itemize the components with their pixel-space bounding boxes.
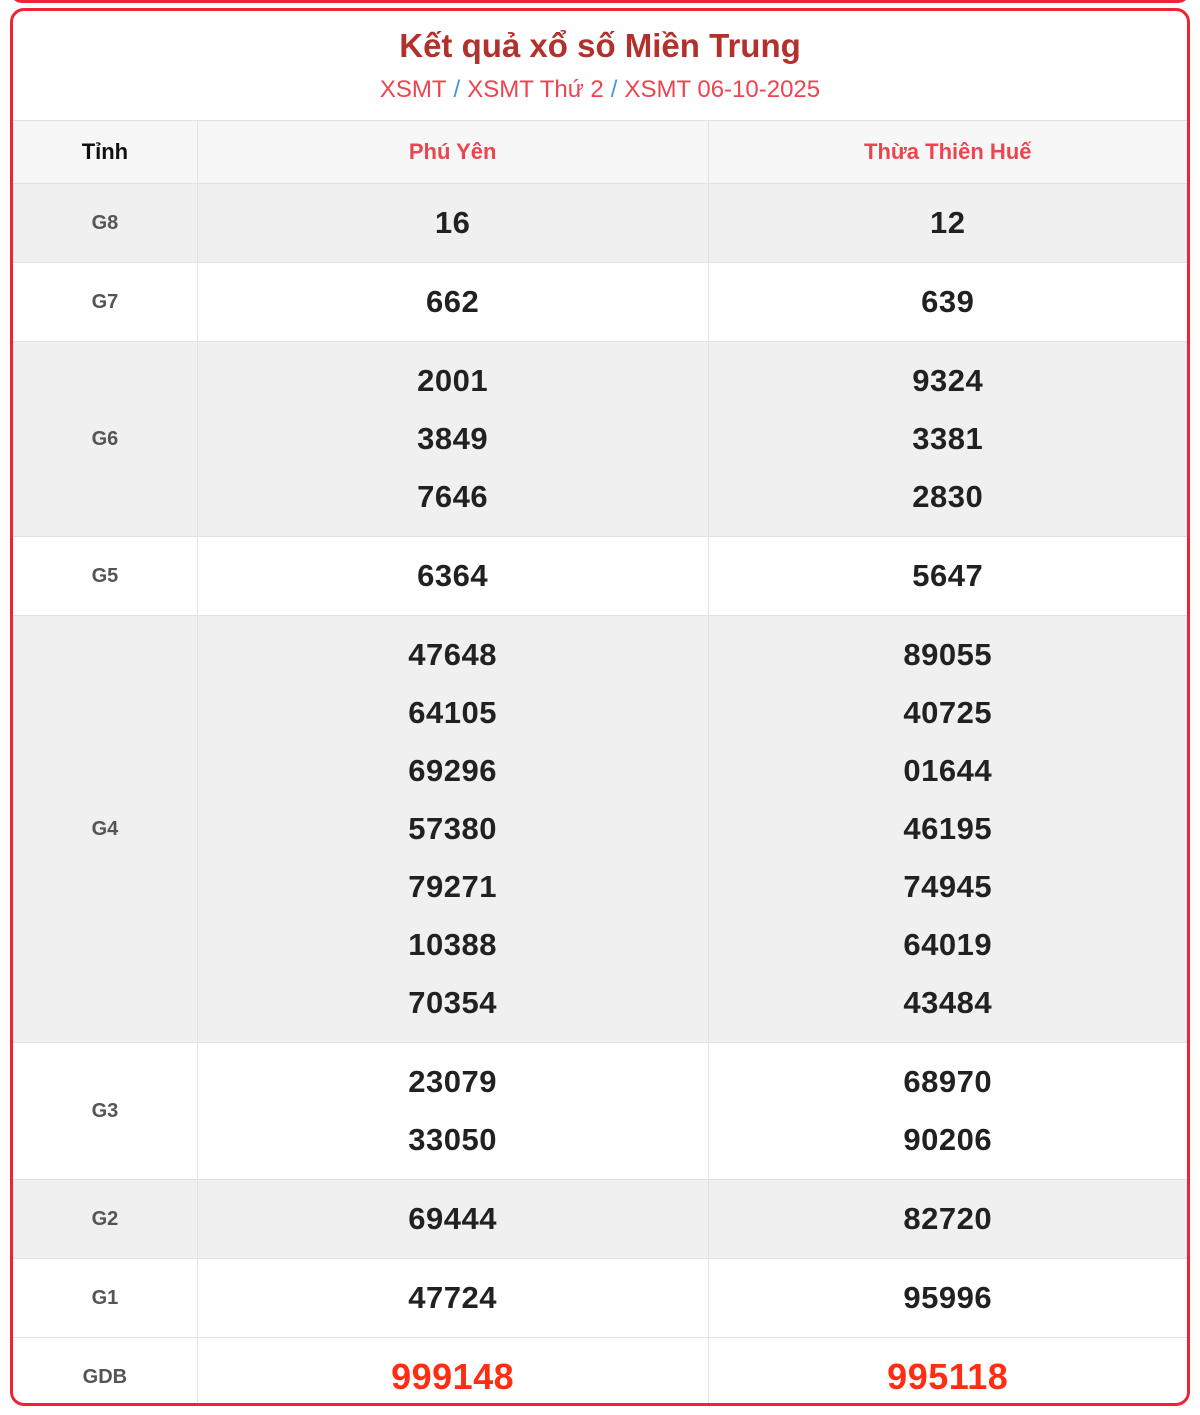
prize-numbers-cell — [197, 1043, 708, 1180]
table-row-g6 — [13, 342, 1187, 537]
breadcrumb — [13, 75, 1187, 105]
prize-numbers-cell — [708, 1043, 1187, 1180]
page-title: Kết quả xổ số Miền Trung — [399, 27, 801, 64]
prize-number: 95996 — [903, 1280, 993, 1315]
prize-numbers-cell — [708, 537, 1187, 616]
prize-number: 3849 — [417, 421, 489, 456]
prize-number: 46195 — [903, 811, 993, 846]
prize-number: 47724 — [408, 1280, 498, 1315]
prize-number: 6364 — [417, 558, 489, 593]
prize-label: GDB — [13, 1338, 197, 1407]
breadcrumb-link-xsmt-date[interactable]: XSMT 06-10-2025 — [624, 76, 821, 103]
prize-number: 57380 — [408, 811, 498, 846]
breadcrumb-separator: / — [610, 76, 618, 103]
card-header — [13, 11, 1187, 105]
prize-number: 69444 — [408, 1201, 498, 1236]
prize-label: G5 — [13, 537, 197, 616]
prize-number: 47648 — [408, 637, 498, 672]
table-row-g5 — [13, 537, 1187, 616]
prize-number: 639 — [921, 284, 975, 319]
prize-number: 64105 — [408, 695, 498, 730]
table-row-g3 — [13, 1043, 1187, 1180]
prize-numbers-cell — [197, 537, 708, 616]
prize-number: 74945 — [903, 869, 993, 904]
table-row-gdb — [13, 1338, 1187, 1407]
prize-label: G7 — [13, 263, 197, 342]
prize-number: 9324 — [912, 363, 984, 398]
table-row-g4 — [13, 616, 1187, 1043]
prize-label: G3 — [13, 1043, 197, 1180]
prize-number: 10388 — [408, 927, 498, 962]
prize-label: G1 — [13, 1259, 197, 1338]
prize-number: 662 — [426, 284, 480, 319]
prize-number: 69296 — [408, 753, 498, 788]
prize-numbers-cell — [197, 616, 708, 1043]
prize-number: 3381 — [912, 421, 984, 456]
prize-numbers-cell — [197, 342, 708, 537]
prize-label: G6 — [13, 342, 197, 537]
prize-numbers-cell — [708, 616, 1187, 1043]
table-row-g8 — [13, 184, 1187, 263]
prize-number: 89055 — [903, 637, 993, 672]
prize-number: 64019 — [903, 927, 993, 962]
prize-numbers-cell — [708, 342, 1187, 537]
results-card — [10, 8, 1190, 1406]
prize-number: 5647 — [912, 558, 984, 593]
column-header-phu-yen: Phú Yên — [197, 121, 708, 184]
prize-number: 40725 — [903, 695, 993, 730]
prize-numbers-cell — [197, 1338, 708, 1407]
prize-number: 33050 — [408, 1122, 498, 1157]
prize-numbers-cell — [708, 184, 1187, 263]
prize-numbers-cell — [708, 263, 1187, 342]
table-header-row — [13, 121, 1187, 184]
breadcrumb-link-xsmt[interactable]: XSMT — [379, 76, 447, 103]
prize-number: 999148 — [391, 1356, 515, 1397]
table-row-g1 — [13, 1259, 1187, 1338]
prize-numbers-cell — [197, 263, 708, 342]
breadcrumb-link-xsmt-weekday[interactable]: XSMT Thứ 2 — [467, 76, 604, 103]
prize-label: G4 — [13, 616, 197, 1043]
prize-number: 82720 — [903, 1201, 993, 1236]
prize-numbers-cell — [197, 1180, 708, 1259]
prize-label: G8 — [13, 184, 197, 263]
breadcrumb-separator: / — [453, 76, 461, 103]
prize-number: 7646 — [417, 479, 489, 514]
prize-numbers-cell — [708, 1180, 1187, 1259]
results-table-body — [13, 184, 1187, 1407]
results-table — [13, 120, 1187, 1406]
prize-number: 68970 — [903, 1064, 993, 1099]
prize-numbers-cell — [197, 1259, 708, 1338]
prize-numbers-cell — [708, 1259, 1187, 1338]
prize-number: 90206 — [903, 1122, 993, 1157]
table-row-g7 — [13, 263, 1187, 342]
table-row-g2 — [13, 1180, 1187, 1259]
column-header-thua-thien-hue: Thừa Thiên Huế — [708, 121, 1187, 184]
prize-label: G2 — [13, 1180, 197, 1259]
prize-number: 12 — [930, 205, 966, 240]
prize-number: 2830 — [912, 479, 984, 514]
prize-number: 23079 — [408, 1064, 498, 1099]
prize-numbers-cell — [708, 1338, 1187, 1407]
prize-number: 16 — [434, 205, 471, 240]
prize-number: 43484 — [903, 985, 993, 1020]
previous-card-bottom-edge — [10, 0, 1190, 3]
prize-number: 79271 — [408, 869, 498, 904]
column-header-province-label: Tỉnh — [13, 121, 197, 184]
prize-number: 2001 — [417, 363, 489, 398]
prize-number: 01644 — [903, 753, 993, 788]
prize-number: 70354 — [408, 985, 498, 1020]
prize-numbers-cell — [197, 184, 708, 263]
prize-number: 995118 — [887, 1356, 1009, 1397]
